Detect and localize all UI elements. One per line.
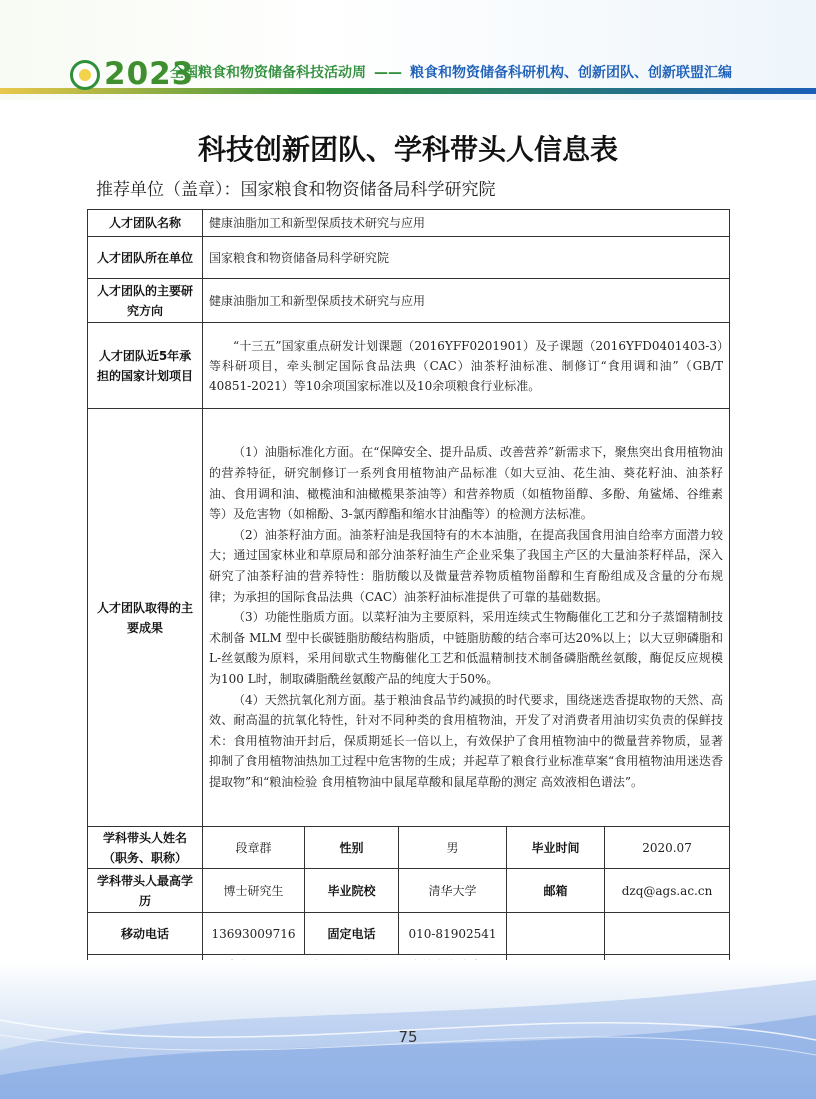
label-school: 毕业院校 — [305, 869, 399, 913]
header-left-text: 全国粮食和物资储备科技活动周 — [170, 65, 366, 81]
header-year: 2023 — [104, 56, 195, 92]
row-research-direction — [88, 279, 730, 323]
value-email: dzq@ags.ac.cn — [605, 869, 730, 913]
value-team-unit: 国家粮食和物资储备局科学研究院 — [203, 237, 730, 279]
empty-cell — [507, 913, 605, 955]
row-national-projects — [88, 323, 730, 409]
row-phones — [88, 913, 730, 955]
achievement-item: （4）天然抗氧化剂方面。基于粮油食品节约减损的时代要求，围绕迷迭香提取物的天然、高效、耐高温的抗氧化特性，针对不同种类的食用植物油，开发了对消费者用油切实负责的保鲜技术：食用植物油开封后，保质期延长一倍以上，有效保护了食用植物油中的微量营养物质，显著抑制了食用植物油热加工过程中危害物的生成；并起草了粮食行业标准草案“食用植物油用迷迭香提取物”和“粮油检验 食用植物油中鼠尾草酸和鼠尾草酚的测定 高效液相色谱法”。 — [209, 692, 724, 789]
label-phone: 固定电话 — [305, 913, 399, 955]
label-email: 邮箱 — [507, 869, 605, 913]
value-leader-name: 段章群 — [203, 827, 305, 869]
page-title: 科技创新团队、学科带头人信息表 — [197, 133, 618, 166]
row-degree — [88, 869, 730, 913]
label-team-name: 人才团队名称 — [88, 210, 203, 237]
value-achievements — [203, 409, 730, 827]
label-research-direction: 人才团队的主要研究方向 — [88, 279, 203, 323]
value-mobile: 13693009716 — [203, 913, 305, 955]
label-national-projects: 人才团队近5年承担的国家计划项目 — [88, 323, 203, 409]
header-caption — [170, 61, 732, 85]
row-achievements — [88, 409, 730, 827]
value-school: 清华大学 — [399, 869, 507, 913]
row-leader-name — [88, 827, 730, 869]
achievement-item: （2）油茶籽油方面。油茶籽油是我国特有的木本油脂，在提高我国食用油自给率方面潜力较大；通过国家林业和草原局和部分油茶籽油生产企业采集了我国主产区的大量油茶籽样品，深入研究了油茶籽油的营养特性：脂肪酸以及微量营养物质植物甾醇和生育酚组成及含量的分布规律；为承担的国际食品法典（CAC）油茶籽油标准提供了可靠的基础数据。 — [209, 527, 724, 604]
row-team-unit — [88, 237, 730, 279]
recommending-unit: 推荐单位（盖章）：国家粮食和物资储备局科学研究院 — [96, 180, 496, 200]
label-degree: 学科带头人最高学历 — [88, 869, 203, 913]
value-national-projects — [203, 323, 730, 409]
empty-cell — [605, 913, 730, 955]
page-number: 75 — [398, 1028, 418, 1046]
label-leader-name: 学科带头人姓名（职务、职称） — [88, 827, 203, 869]
value-degree: 博士研究生 — [203, 869, 305, 913]
label-grad-time: 毕业时间 — [507, 827, 605, 869]
header-right-text: 粮食和物资储备科研机构、创新团队、创新联盟汇编 — [410, 65, 732, 81]
achievement-item: （3）功能性脂质方面。以菜籽油为主要原料，采用连续式生物酶催化工艺和分子蒸馏精制技术制备 MLM 型中长碳链脂肪酸结构脂质，中链脂肪酸的结合率可达20%以上；以大豆卵磷脂和L-丝氨酸为原料，采用间歇式生物酶催化工艺和低温精制技术制备磷脂酰丝氨酸，酶促反应规模为100 L时，制取磷脂酰丝氨酸产品的纯度大于50%。 — [209, 610, 724, 686]
info-table — [87, 209, 730, 997]
value-research-direction: 健康油脂加工和新型保质技术研究与应用 — [203, 279, 730, 323]
value-gender: 男 — [399, 827, 507, 869]
row-team-name — [88, 210, 730, 237]
projects-text: “十三五”国家重点研发计划课题（2016YFF0201901）及子课题（2016YFD0401403-3）等科研项目，牵头制定国际食品法典（CAC）油茶籽油标准、制修订“食用调和油”（GB/T 40851-2021）等10余项国家标准以及10余项粮食行业标准。 — [209, 338, 724, 393]
label-team-unit: 人才团队所在单位 — [88, 237, 203, 279]
label-gender: 性别 — [305, 827, 399, 869]
label-mobile: 移动电话 — [88, 913, 203, 955]
header-separator: —— — [374, 65, 402, 81]
value-phone: 010-81902541 — [399, 913, 507, 955]
grain-emblem-icon — [70, 60, 100, 90]
value-team-name: 健康油脂加工和新型保质技术研究与应用 — [203, 210, 730, 237]
value-grad-time: 2020.07 — [605, 827, 730, 869]
achievement-item: （1）油脂标准化方面。在“保障安全、提升品质、改善营养”新需求下，聚焦突出食用植物油的营养特征，研究制修订一系列食用植物油产品标准（如大豆油、花生油、葵花籽油、油茶籽油、食用调和油、橄榄油和油橄榄果茶油等）和营养物质（如植物甾醇、多酚、角鲨烯、谷维素等）及危害物（如棉酚、3-氯丙醇酯和缩水甘油酯等）的检测方法标准。 — [209, 445, 724, 522]
label-achievements: 人才团队取得的主要成果 — [88, 409, 203, 827]
